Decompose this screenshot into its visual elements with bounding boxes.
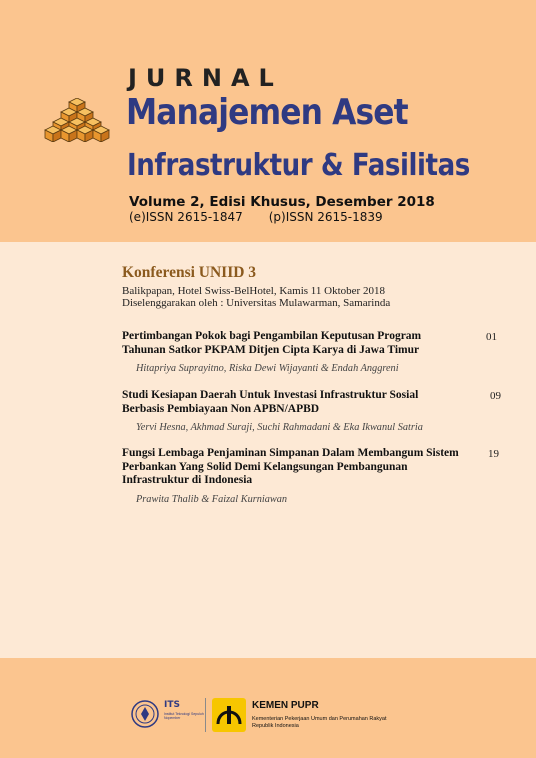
article-title[interactable]: Fungsi Lembaga Penjaminan Simpanan Dalam Membangum Sistem Perbankan Yang Solid Demi Kelangsungan Pembangunan Infrastruktur di Indonesia: [122, 447, 459, 486]
pupr-subtitle-line1: Kementerian Pekerjaan Umum dan Perumahan Rakyat: [252, 716, 387, 722]
article-page-number: 01: [486, 331, 497, 343]
article-entry-3[interactable]: [122, 447, 462, 505]
its-seal-icon: [131, 700, 159, 728]
conference-organizer: Diselenggarakan oleh : Universitas Mulawarman, Samarinda: [122, 297, 391, 309]
article-title[interactable]: Studi Kesiapan Daerah Untuk Investasi Infrastruktur Sosial Berbasis Pembiayaan Non APBN/APBD: [122, 389, 419, 415]
pupr-subtitle: [252, 716, 387, 729]
conference-venue: Balikpapan, Hotel Swiss-BelHotel, Kamis 11 Oktober 2018: [122, 285, 385, 297]
its-name: ITS: [164, 700, 180, 710]
article-title[interactable]: Pertimbangan Pokok bagi Pengambilan Keputusan Program Tahunan Satkor PKPAM Ditjen Cipta Karya di Jawa Timur: [122, 330, 422, 356]
cubes-logo-icon: [44, 98, 110, 142]
article-page-number: 19: [488, 448, 499, 460]
pupr-name: KEMEN PUPR: [252, 700, 319, 711]
logo-divider: [205, 698, 206, 732]
article-authors: Prawita Thalib & Faizal Kurniawan: [136, 493, 288, 505]
article-entry-1[interactable]: [122, 330, 462, 374]
its-subtitle: Institut Teknologi Sepuluh Nopember: [164, 712, 204, 721]
volume-info: Volume 2, Edisi Khusus, Desember 2018: [129, 194, 435, 210]
conference-title: Konferensi UNIID 3: [122, 264, 257, 281]
journal-title-line1: Manajemen Aset: [126, 92, 408, 133]
journal-label: JURNAL: [128, 64, 283, 92]
article-page-number: 09: [490, 390, 501, 402]
article-entry-2[interactable]: [122, 389, 462, 433]
issn-line: [129, 210, 383, 224]
pupr-logo-icon: [210, 696, 248, 734]
pissn: (p)ISSN 2615-1839: [268, 210, 383, 224]
article-authors: Hitapriya Suprayitno, Riska Dewi Wijayanti & Endah Anggreni: [136, 363, 399, 374]
eissn: (e)ISSN 2615-1847: [129, 210, 243, 224]
pupr-subtitle-line2: Republik Indonesia: [252, 722, 299, 729]
journal-title-line2: Infrastruktur & Fasilitas: [127, 148, 470, 183]
article-authors: Yervi Hesna, Akhmad Suraji, Suchi Rahmadani & Eka Ikwanul Satria: [136, 422, 423, 433]
